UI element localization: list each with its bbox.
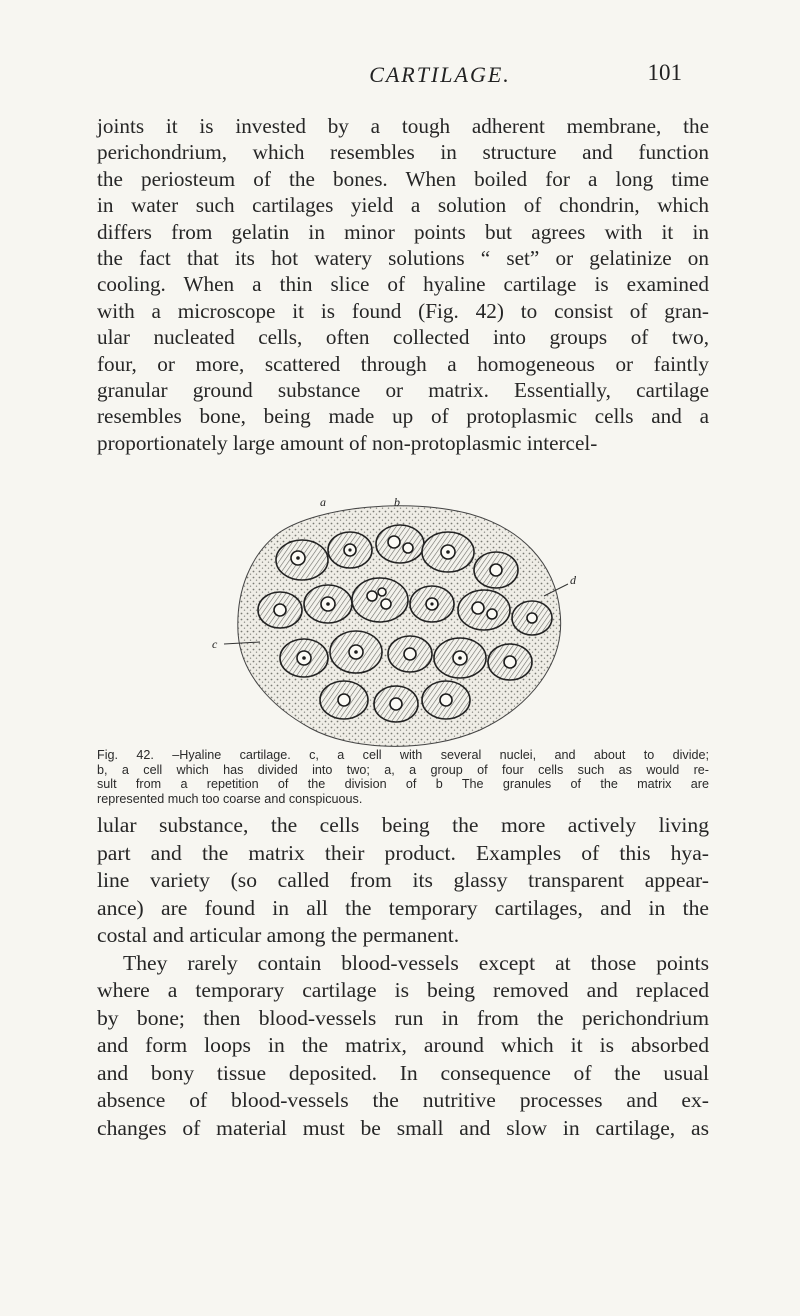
text-line: granular ground substance or matrix. Essentially, cartilage bbox=[97, 378, 709, 403]
text-line: perichondrium, which resembles in structure and function bbox=[97, 140, 709, 165]
page-number: 101 bbox=[647, 60, 682, 85]
figure-label-b: b bbox=[394, 495, 400, 509]
running-title: CARTILAGE. bbox=[369, 62, 511, 87]
figure-caption bbox=[97, 748, 709, 806]
text-line: and bony tissue deposited. In consequence of the usual bbox=[97, 1060, 709, 1085]
caption-line: represented much too coarse and conspicuous. bbox=[97, 791, 363, 806]
text-line: by bone; then blood-vessels run in from the perichondrium bbox=[97, 1005, 709, 1030]
figure-hyaline-cartilage bbox=[210, 492, 600, 754]
text-line: the periosteum of the bones. When boiled for a long time bbox=[97, 166, 709, 191]
text-line: line variety (so called from its glassy transparent appear- bbox=[97, 868, 709, 892]
text-line: proportionately large amount of non-protoplasmic intercel- bbox=[97, 430, 598, 455]
text-line: and form loops in the matrix, around which it is absorbed bbox=[97, 1033, 709, 1057]
text-line: the fact that its hot watery solutions “ set” or gelatinize on bbox=[97, 246, 709, 271]
text-line: differs from gelatin in minor points but agrees with it in bbox=[97, 219, 709, 244]
caption-line: b, a cell which has divided into two; a, a group of four cells such as would re- bbox=[97, 762, 709, 777]
text-line: lular substance, the cells being the more actively living bbox=[97, 813, 709, 837]
cartilage-illustration bbox=[210, 492, 600, 754]
text-line: resembles bone, being made up of protoplasmic cells and a bbox=[97, 404, 709, 429]
figure-label-d: d bbox=[570, 573, 576, 587]
text-line: in water such cartilages yield a solution of chondrin, which bbox=[97, 193, 709, 218]
text-line: with a microscope it is found (Fig. 42) to consist of gran- bbox=[97, 298, 709, 323]
paragraph-top bbox=[97, 113, 709, 456]
text-line: part and the matrix their product. Examples of this hya- bbox=[97, 840, 709, 865]
figure-label-c: c bbox=[212, 637, 218, 651]
figure-label-a: a bbox=[320, 495, 326, 509]
text-line: absence of blood-vessels the nutritive processes and ex- bbox=[97, 1088, 709, 1112]
caption-line: sult from a repetition of the division of b The granules of the matrix are bbox=[97, 777, 709, 792]
caption-line: Fig. 42. –Hyaline cartilage. c, a cell with several nuclei, and about to divide; bbox=[97, 748, 709, 762]
text-line: joints it is invested by a tough adherent membrane, the bbox=[97, 114, 709, 138]
text-line: changes of material must be small and slow in cartilage, as bbox=[97, 1115, 709, 1140]
text-line: ance) are found in all the temporary cartilages, and in the bbox=[97, 895, 709, 920]
text-line: They rarely contain blood-vessels except at those points bbox=[123, 950, 709, 975]
text-line: cooling. When a thin slice of hyaline cartilage is examined bbox=[97, 272, 709, 297]
text-line: ular nucleated cells, often collected into groups of two, bbox=[97, 325, 709, 350]
paragraph-bottom bbox=[97, 812, 709, 1142]
text-line: four, or more, scattered through a homogeneous or faintly bbox=[97, 351, 709, 376]
text-line: costal and articular among the permanent. bbox=[97, 923, 460, 947]
text-line: where a temporary cartilage is being removed and replaced bbox=[97, 978, 709, 1002]
